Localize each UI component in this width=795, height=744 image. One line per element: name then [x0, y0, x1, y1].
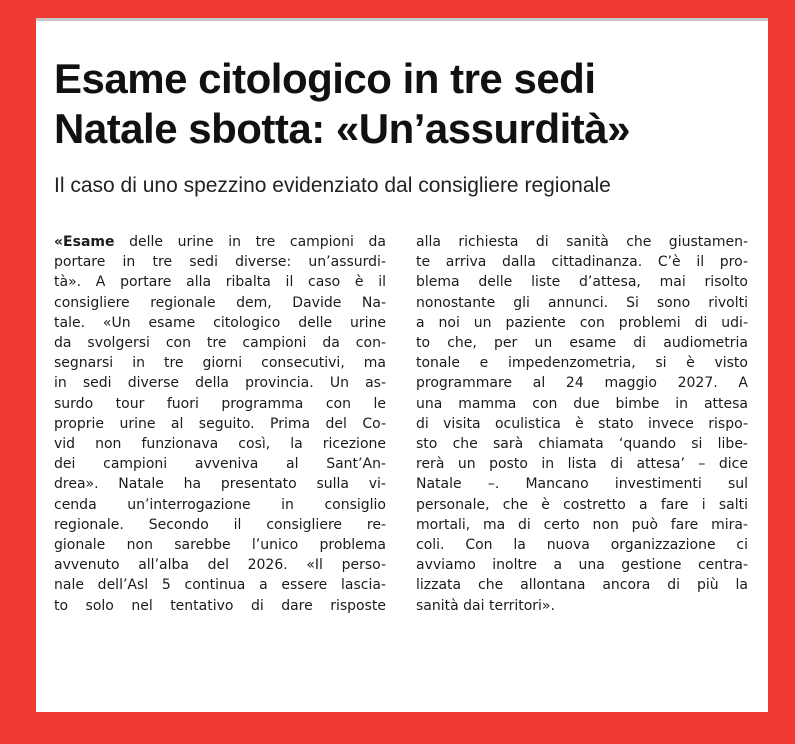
column-line: personale, che è costretto a fare i salti	[416, 496, 748, 513]
column-line: te arriva dalla cittadinanza. C’è il pro-	[416, 254, 748, 271]
column-line: rerà un posto in lista di attesa’ – dice	[416, 456, 748, 473]
column-line: mortali, ma di certo non può fare mira-	[416, 516, 748, 533]
column-line-text: delle urine in tre campioni da	[114, 234, 386, 250]
column-line: tà». A portare alla ribalta il caso è il	[54, 274, 386, 291]
column-line: gionale non sarebbe l’unico problema	[54, 537, 386, 554]
headline-line-1: Esame citologico in tre sedi	[54, 55, 596, 102]
column-line: alla richiesta di sanità che giustamen-	[416, 234, 748, 250]
column-line: avviamo inoltre a una gestione centra-	[416, 557, 748, 574]
column-line: consigliere regionale dem, Davide Na-	[54, 294, 386, 311]
lead-word: «Esame	[54, 234, 115, 250]
column-line: surdo tour fuori programma con le	[54, 395, 386, 412]
column-line: programmare al 24 maggio 2027. A	[416, 375, 748, 392]
column-line	[54, 232, 386, 252]
headline-line-2: Natale sbotta: «Un’assurdità»	[54, 105, 631, 152]
article-column-right	[416, 232, 748, 616]
column-line: nonostante gli annunci. Si sono rivolti	[416, 294, 748, 311]
headline	[54, 54, 764, 154]
column-line: a noi un paziente con problemi di udi-	[416, 314, 748, 331]
column-line: di visita oculistica è stato invece rispo-	[416, 415, 748, 432]
subtitle: Il caso di uno spezzino evidenziato dal consigliere regionale	[54, 174, 611, 197]
column-line: nale dell’Asl 5 continua a essere lascia-	[54, 577, 386, 594]
column-line: lizzata che allontana ancora di più la	[416, 577, 748, 594]
column-line: dei campioni avveniva al Sant’An-	[54, 456, 386, 473]
column-line: in sedi diverse della provincia. Un as-	[54, 375, 386, 392]
column-line: Natale –. Mancano investimenti sul	[416, 476, 748, 493]
column-line: drea». Natale ha presentato sulla vi-	[54, 476, 386, 493]
column-line: proprie urine al seguito. Prima del Co-	[54, 415, 386, 432]
column-line: sto che sarà chiamata ‘quando si libe-	[416, 436, 748, 453]
column-line: tale. «Un esame citologico delle urine	[54, 314, 386, 331]
column-line: portare in tre sedi diverse: un’assurdi-	[54, 254, 386, 271]
article-column-left	[54, 232, 386, 616]
newspaper-clipping	[36, 18, 768, 712]
column-line: regionale. Secondo il consigliere re-	[54, 516, 386, 533]
column-line: cenda un’interrogazione in consiglio	[54, 496, 386, 513]
column-line: segnarsi in tre giorni consecutivi, ma	[54, 355, 386, 372]
column-line: una mamma con due bimbe in attesa	[416, 395, 748, 412]
column-line: blema delle liste d’attesa, mai risolto	[416, 274, 748, 291]
column-line: avvenuto all’alba del 2026. «Il perso-	[54, 557, 386, 574]
column-line: sanità dai territori».	[416, 597, 555, 614]
column-line: coli. Con la nuova organizzazione ci	[416, 537, 748, 554]
column-line: to solo nel tentativo di dare risposte	[54, 597, 386, 614]
column-line: da svolgersi con tre campioni da con-	[54, 335, 386, 352]
column-line: vid non funzionava così, la ricezione	[54, 436, 386, 453]
top-rule	[36, 18, 768, 21]
column-line: tonale e impedenzometria, si è visto	[416, 355, 748, 372]
column-line: to che, per un esame di audiometria	[416, 335, 748, 352]
